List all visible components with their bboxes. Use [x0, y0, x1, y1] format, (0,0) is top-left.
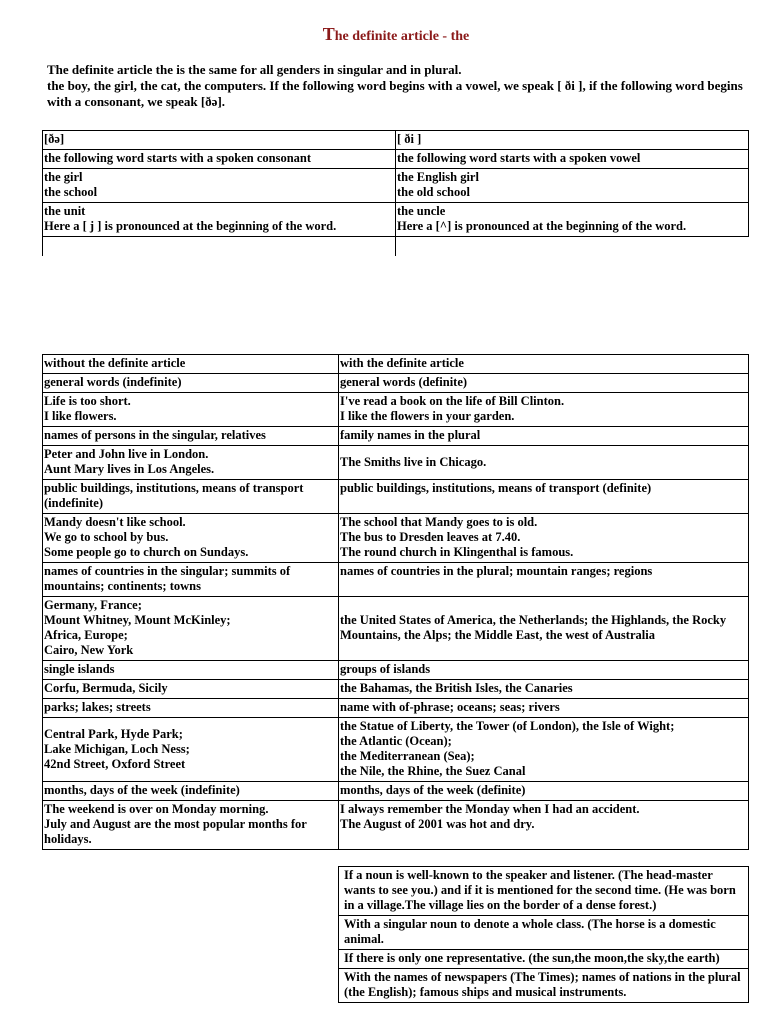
table-row — [43, 514, 749, 563]
table-cell: Germany, France; Mount Whitney, Mount McKinley; Africa, Europe; Cairo, New York — [43, 597, 339, 661]
table-cell: the Bahamas, the British Isles, the Canaries — [339, 680, 749, 699]
table-cell: Central Park, Hyde Park; Lake Michigan, Loch Ness; 42nd Street, Oxford Street — [43, 718, 339, 782]
header-with: with the definite article — [339, 355, 749, 374]
intro-text — [47, 62, 747, 110]
rule-text: With the names of newspapers (The Times); names of nations in the plural (the English); famous ships and musical instruments. — [339, 969, 749, 1003]
table-cell: I've read a book on the life of Bill Clinton. I like the flowers in your garden. — [339, 393, 749, 427]
page-title: The definite article - the — [322, 24, 470, 44]
table-cell: names of countries in the plural; mountain ranges; regions — [339, 563, 749, 597]
table-cell: the unit Here a [ j ] is pronounced at the beginning of the word. — [43, 203, 396, 237]
table-cell: the following word starts with a spoken consonant — [43, 150, 396, 169]
rule-text: With a singular noun to denote a whole class. (The horse is a domestic animal. — [339, 916, 749, 950]
table-row — [43, 374, 749, 393]
table-cell: Peter and John live in London. Aunt Mary lives in Los Angeles. — [43, 446, 339, 480]
table-row — [43, 782, 749, 801]
rule-text: If a noun is well-known to the speaker and listener. (The head-master wants to see you.) and if it is mentioned for the second time. (He was born in a village.The village lies on the border of a dense forest.) — [339, 867, 749, 916]
table-row — [43, 680, 749, 699]
table-row — [43, 446, 749, 480]
table-cell: public buildings, institutions, means of transport (indefinite) — [43, 480, 339, 514]
table-cell: months, days of the week (definite) — [339, 782, 749, 801]
table-cell: general words (indefinite) — [43, 374, 339, 393]
rule-row — [339, 916, 749, 950]
table-cell: the Statue of Liberty, the Tower (of London), the Isle of Wight; the Atlantic (Ocean); the Mediterranean (Sea); the Nile, the Rhine, the Suez Canal — [339, 718, 749, 782]
table-row — [43, 427, 749, 446]
extra-rules-table — [338, 866, 749, 1003]
rule-row — [339, 867, 749, 916]
table-header-row — [43, 355, 749, 374]
table-cell: general words (definite) — [339, 374, 749, 393]
table-row — [43, 393, 749, 427]
table-cell: the United States of America, the Netherlands; the Highlands, the Rocky Mountains, the Alps; the Middle East, the west of Australia — [339, 597, 749, 661]
header-schwa: [ðə] — [43, 131, 396, 150]
table-cell: Life is too short. I like flowers. — [43, 393, 339, 427]
table-cell: The weekend is over on Monday morning. July and August are the most popular months for holidays. — [43, 801, 339, 850]
table-row — [43, 169, 749, 203]
table-cell: Mandy doesn't like school. We go to school by bus. Some people go to church on Sundays. — [43, 514, 339, 563]
rule-text: If there is only one representative. (the sun,the moon,the sky,the earth) — [339, 950, 749, 969]
table-row — [43, 718, 749, 782]
table-row — [43, 480, 749, 514]
usage-table — [42, 354, 749, 850]
table-cell: I always remember the Monday when I had an accident. The August of 2001 was hot and dry. — [339, 801, 749, 850]
table-cell: parks; lakes; streets — [43, 699, 339, 718]
table-cell: groups of islands — [339, 661, 749, 680]
table-row — [43, 597, 749, 661]
rule-row — [339, 950, 749, 969]
table-row — [43, 203, 749, 237]
table-cell: family names in the plural — [339, 427, 749, 446]
table-cell: name with of-phrase; oceans; seas; rivers — [339, 699, 749, 718]
table-cell: the girl the school — [43, 169, 396, 203]
table-cell: single islands — [43, 661, 339, 680]
table-cell: the English girl the old school — [396, 169, 749, 203]
rule-row — [339, 969, 749, 1003]
header-without: without the definite article — [43, 355, 339, 374]
table-cell: public buildings, institutions, means of transport (definite) — [339, 480, 749, 514]
pronunciation-table — [42, 130, 749, 256]
table-cell: months, days of the week (indefinite) — [43, 782, 339, 801]
intro-line-2: the boy, the girl, the cat, the computers. If the following word begins with a vowel, we speak [ ði ], if the following word begins with a consonant, we speak [ðə]. — [47, 78, 743, 109]
header-i: [ ði ] — [396, 131, 749, 150]
table-row — [43, 237, 749, 257]
empty-cell — [396, 237, 749, 257]
table-row — [43, 801, 749, 850]
table-cell: the following word starts with a spoken vowel — [396, 150, 749, 169]
table-row — [43, 150, 749, 169]
table-cell: The Smiths live in Chicago. — [339, 446, 749, 480]
table-cell: Corfu, Bermuda, Sicily — [43, 680, 339, 699]
table-cell: names of countries in the singular; summits of mountains; continents; towns — [43, 563, 339, 597]
table-row — [43, 699, 749, 718]
table-row — [43, 661, 749, 680]
table-cell: the uncle Here a [^] is pronounced at the beginning of the word. — [396, 203, 749, 237]
table-cell: names of persons in the singular, relatives — [43, 427, 339, 446]
table-row — [43, 563, 749, 597]
intro-line-1: The definite article the is the same for all genders in singular and in plural. — [47, 62, 462, 77]
table-cell: The school that Mandy goes to is old. The bus to Dresden leaves at 7.40. The round church in Klingenthal is famous. — [339, 514, 749, 563]
empty-cell — [43, 237, 396, 257]
table-row — [43, 131, 749, 150]
